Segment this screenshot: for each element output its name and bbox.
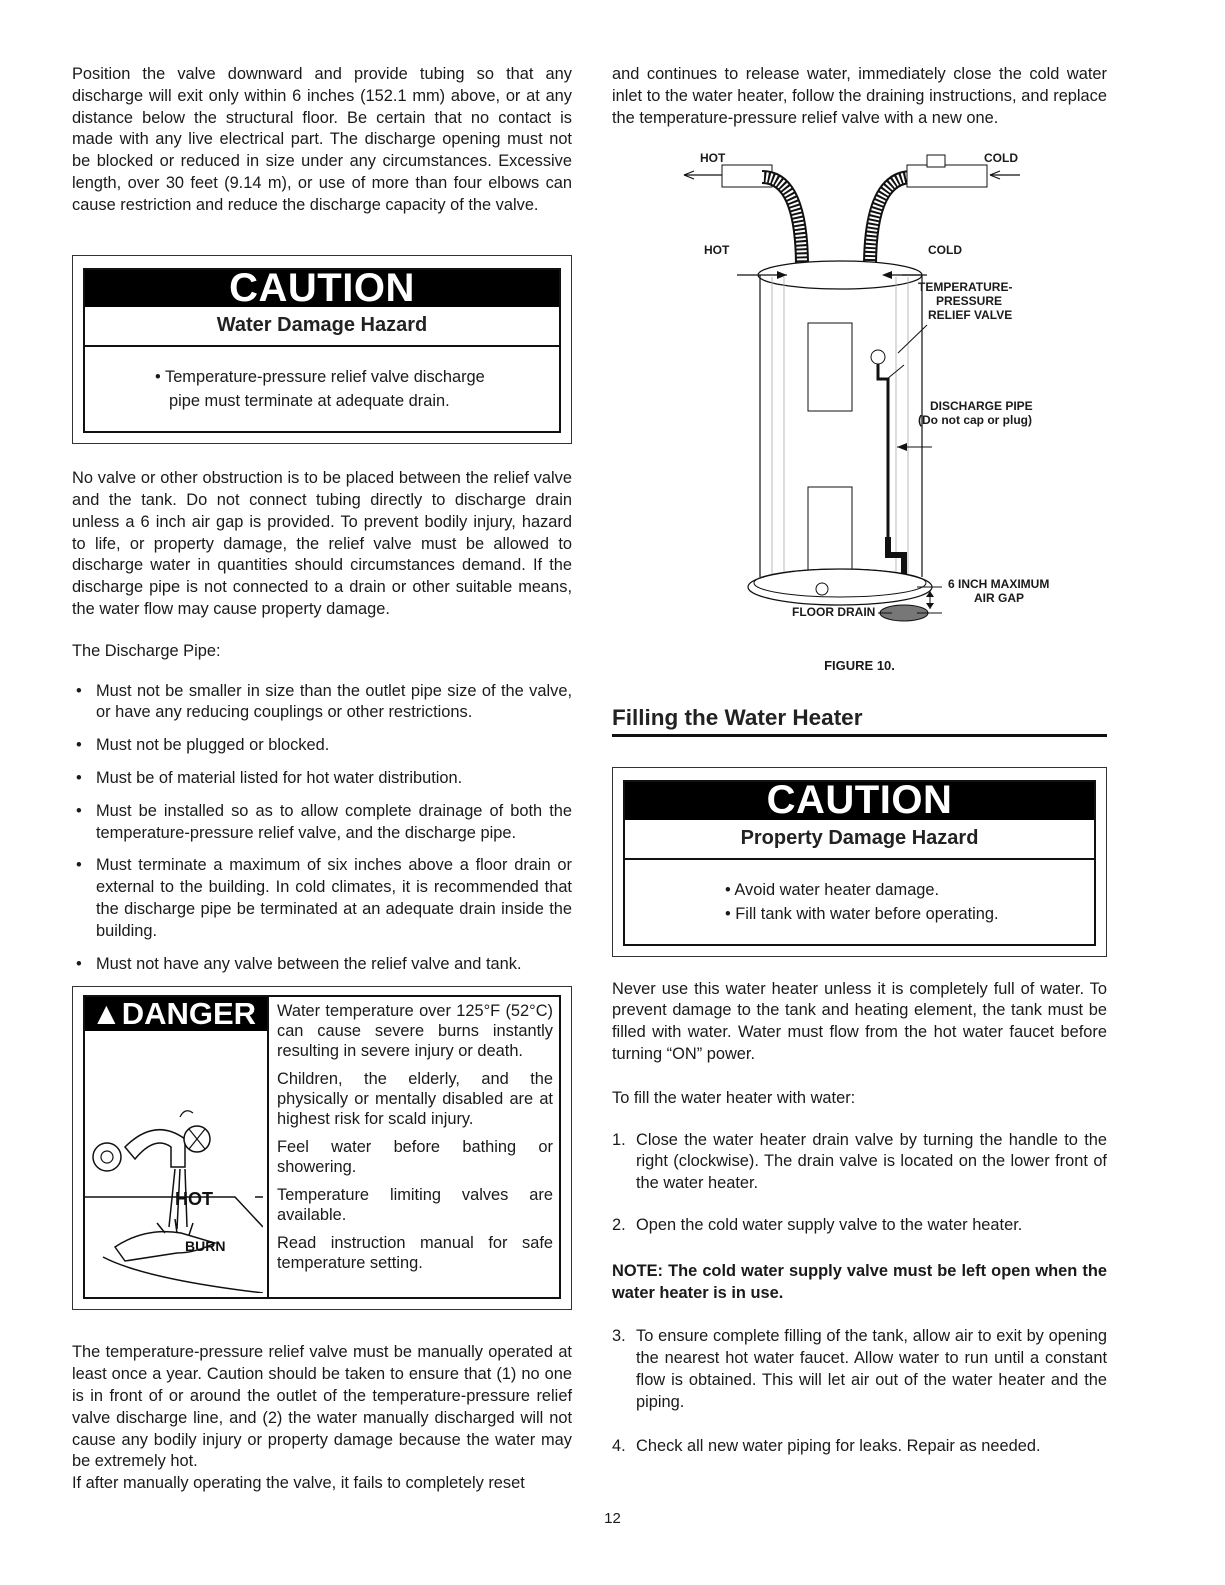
left-column	[72, 64, 572, 1495]
danger-illustration-panel	[85, 997, 269, 1297]
discharge-pipe-list	[72, 681, 572, 976]
danger-paragraph: Read instruction manual for safe temperature setting.	[277, 1234, 553, 1273]
list-item: • Must not be smaller in size than the outlet pipe size of the valve, or have any reducing couplings or other restrictions.	[72, 681, 572, 725]
caution-item: • Temperature-pressure relief valve discharge	[155, 368, 485, 387]
danger-text	[269, 997, 559, 1297]
list-item: • Must not be plugged or blocked.	[72, 735, 572, 757]
water-damage-caution-box	[72, 255, 572, 445]
relief-valve-label: TEMPERATURE- PRESSURE RELIEF VALVE	[918, 280, 1013, 323]
fill-intro: To fill the water heater with water:	[612, 1088, 856, 1107]
caution-subtitle: Property Damage Hazard	[625, 820, 1094, 860]
list-item: 4. Check all new water piping for leaks. Repair as needed.	[612, 1436, 1041, 1455]
floor-drain-label: FLOOR DRAIN	[792, 605, 876, 620]
danger-paragraph: Water temperature over 125°F (52°C) can cause severe burns instantly resulting in severe injury or death.	[277, 1002, 553, 1061]
list-item: 2. Open the cold water supply valve to the water heater.	[612, 1215, 1023, 1234]
list-item: • Must terminate a maximum of six inches above a floor drain or external to the building. In cold climates, it is recommended that the discharge pipe be terminated at an adequate drain inside the building.	[72, 855, 572, 942]
caution-item: • Fill tank with water before operating.	[725, 904, 999, 923]
fill-steps-continued	[612, 1326, 1107, 1457]
water-heater-diagram	[612, 147, 1107, 647]
caution-heading: CAUTION	[85, 270, 559, 308]
danger-paragraph: Children, the elderly, and the physically or mentally disabled are at highest risk for scald injury.	[277, 1070, 553, 1129]
never-use-paragraph: Never use this water heater unless it is completely full of water. To prevent damage to the tank and heating element, the tank must be filled with water. Water must flow from the hot water faucet before turning “ON” power.	[612, 979, 1107, 1063]
svg-text:BURN: BURN	[185, 1238, 226, 1255]
svg-text:HOT: HOT	[175, 1189, 213, 1210]
list-item: • Must be of material listed for hot water distribution.	[72, 768, 572, 790]
fill-steps	[612, 1130, 1107, 1237]
section-title: Filling the Water Heater	[612, 707, 1107, 737]
list-item: • Must not have any valve between the relief valve and tank.	[72, 954, 572, 976]
note-text: NOTE: The cold water supply valve must be left open when the water heater is in use.	[612, 1261, 1107, 1302]
list-item: • Must be installed so as to allow complete drainage of both the temperature-pressure relief valve, and the discharge pipe.	[72, 801, 572, 845]
caution-item: • Avoid water heater damage.	[725, 880, 940, 899]
continue-paragraph: and continues to release water, immediately close the cold water inlet to the water heater, follow the draining instructions, and replace the temperature-pressure relief valve with a new one.	[612, 65, 1107, 127]
hot-outlet-top-label: HOT	[700, 151, 726, 166]
faucet-burn-illustration	[85, 1047, 263, 1293]
figure-caption: FIGURE 10.	[824, 658, 895, 674]
cold-inlet-top-label: COLD	[984, 151, 1018, 166]
warning-triangle-icon: ▲	[91, 996, 122, 1032]
discharge-pipe-heading: The Discharge Pipe:	[72, 641, 221, 660]
manual-operation-paragraph: The temperature-pressure relief valve must be manually operated at least once a year. Caution should be taken to ensure that (1) no one is in front of or around the outlet of the temperature-pressure relief valve discharge line, and (2) the water manually discharged will not cause any bodily injury or property damage because the water may be extremely hot.	[72, 1343, 572, 1471]
list-item: 3. To ensure complete filling of the tank, allow air to exit by opening the nearest hot water faucet. Allow water to run until a constant flow is obtained. This will let air out of the water heater and the piping.	[612, 1327, 1107, 1411]
danger-paragraph: Feel water before bathing or showering.	[277, 1138, 553, 1177]
danger-badge: ▲DANGER	[85, 997, 267, 1031]
cold-label: COLD	[928, 243, 962, 258]
discharge-instructions: Position the valve downward and provide tubing so that any discharge will exit only within 6 inches (152.1 mm) above, or at any distance below the structural floor. Be certain that no contact is made with any live electrical part. The discharge opening must not be blocked or reduced in size under any circumstances. Excessive length, over 30 feet (9.14 m), or use of more than four elbows can cause restriction and reduce the discharge capacity of the valve.	[72, 65, 572, 214]
hot-label: HOT	[704, 243, 730, 258]
air-gap-label: 6 INCH MAXIMUM AIR GAP	[948, 577, 1050, 606]
page-number: 12	[604, 1510, 621, 1527]
reset-paragraph: If after manually operating the valve, it fails to completely reset	[72, 1474, 525, 1493]
right-column	[612, 64, 1107, 1457]
relief-valve-paragraph: No valve or other obstruction is to be placed between the relief valve and the tank. Do not connect tubing directly to discharge drain unless a 6 inch air gap is provided. To prevent bodily injury, hazard to life, or property damage, the relief valve must be allowed to discharge water in quantities should circumstances demand. If the discharge pipe is not connected to a drain or other suitable means, the water flow may cause property damage.	[72, 469, 572, 618]
danger-paragraph: Temperature limiting valves are available.	[277, 1186, 553, 1225]
discharge-pipe-label: DISCHARGE PIPE (Do not cap or plug)	[918, 399, 1033, 428]
property-damage-caution-box	[612, 767, 1107, 957]
caution-heading: CAUTION	[625, 782, 1094, 820]
figure-10	[612, 147, 1107, 647]
caution-item: pipe must terminate at adequate drain.	[169, 392, 450, 411]
scald-danger-box	[72, 986, 572, 1310]
list-item: 1. Close the water heater drain valve by turning the handle to the right (clockwise). The drain valve is located on the lower front of the water heater.	[612, 1130, 1107, 1193]
caution-subtitle: Water Damage Hazard	[85, 307, 559, 347]
